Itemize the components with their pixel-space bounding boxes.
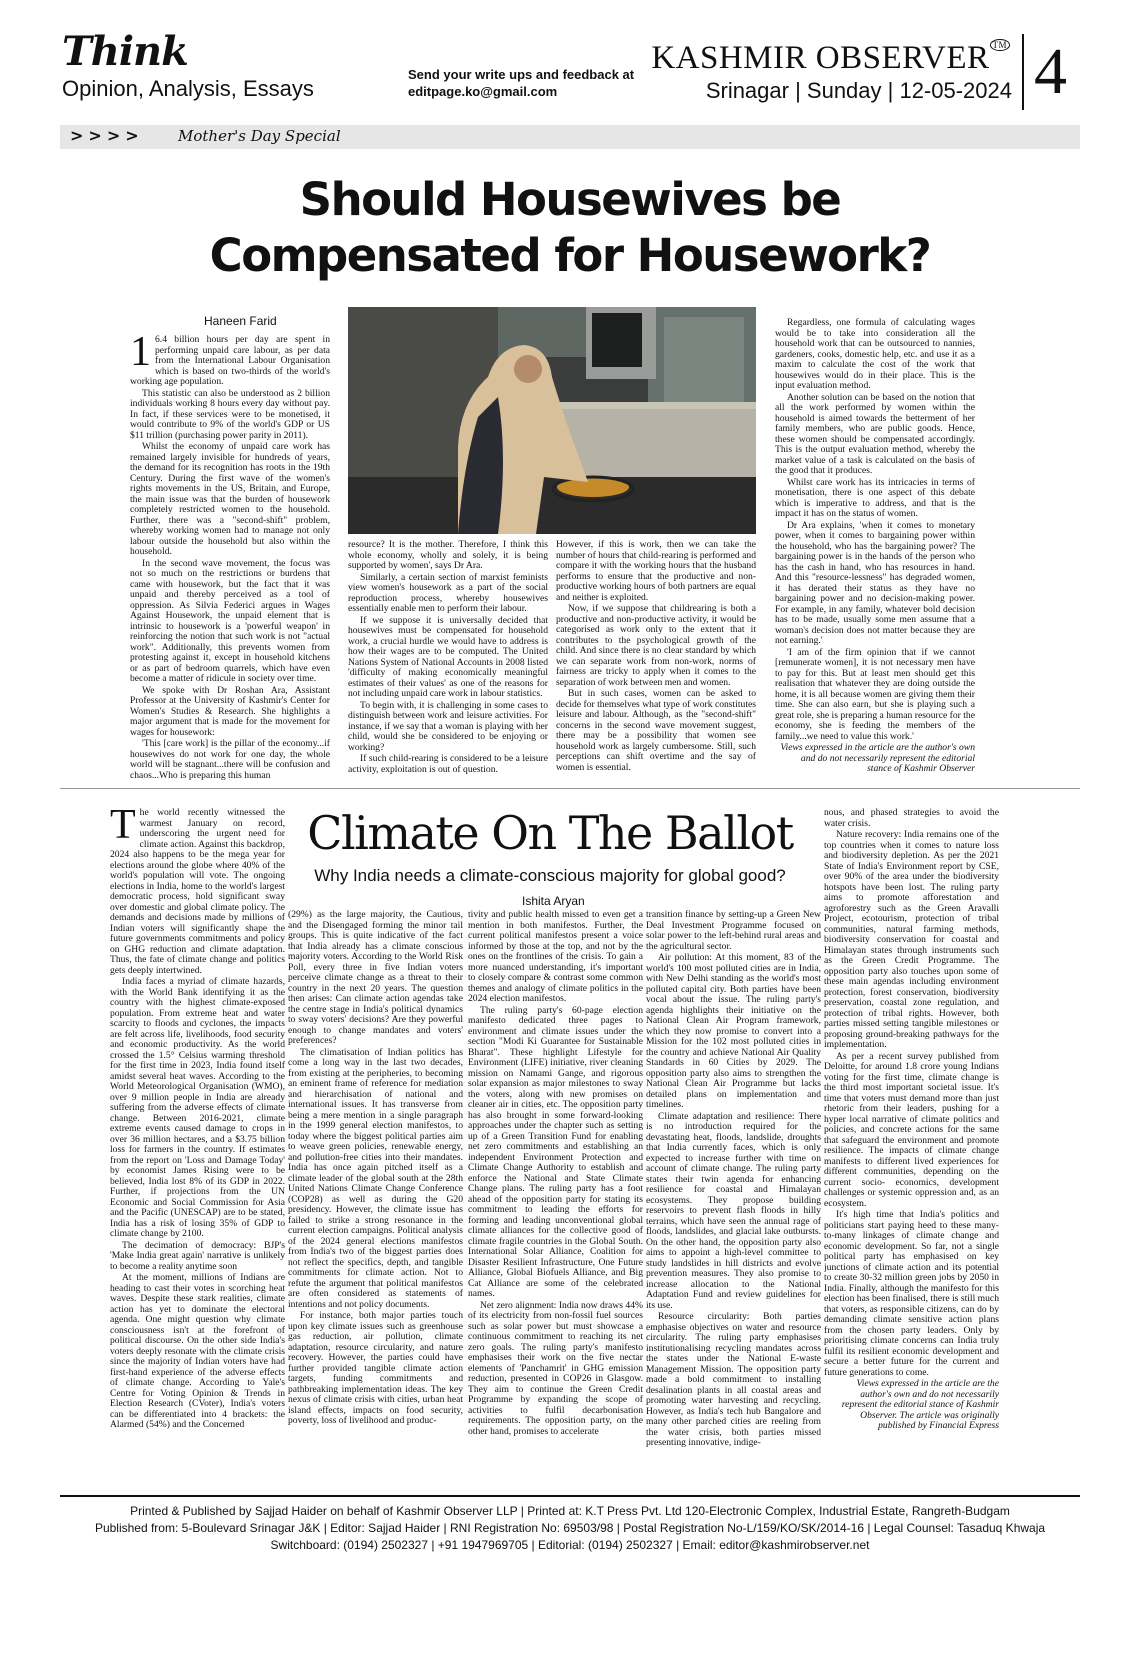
paragraph: This statistic can also be understood as 2 billion individuals working 8 hours every day without pay. In fact, if these services were to be monetised, it would contribute to 9% of the world's GDP or US $11 trillion (purchasing power parity in 2011). [130,387,330,441]
paragraph: nous, and phased strategies to avoid the water crisis. [824,808,999,829]
paragraph: 'This [care work] is the pillar of the economy...if housewives do not work for one day, the whole world will be stagnant...there will be confusion and chaos...Who is preparing this human [130,738,330,780]
paragraph: Dr Ara explains, 'when it comes to monetary power, when it comes to bargaining power within the household, who has the bargaining power? The bargaining power is in the hands of the person who has the cash in hand, who has resources in hand. And this "resource-lessness" has degraded women, it has derated their status as they have no bargaining power and no decision-making power. For example, in any family, whatever bold decision has to be made, usually some men assume that a woman's decision does not matter because they are not earning.' [775,519,975,646]
paragraph: For instance, both major parties touch upon key climate issues such as greenhouse gas reduction, air pollution, climate adaptation, resource circularity, and nature recovery. However, the parties could have further provided tangible climate action targets, funding commitments and pathbreaking implementation ideas. The key nexus of climate crisis with cities, urban heat island effects, impacts on food security, poverty, loss of livelihood and produc- [288,1310,463,1426]
disclaimer-note: Views expressed in the article are the author's own and do not necessarily represent the editorial stance of Kashmir Observer. The article was originally published by Financial Express [841,1378,999,1431]
paragraph: transition finance by setting-up a Green New Deal Investment Programme focused on solar power to the left-behind rural areas and the agricultural sector. [646,910,821,952]
paragraph: To begin with, it is challenging in some cases to distinguish between work and leisure activities. For instance, if we say that a woman is playing with her child, would she be considered to be enjoying or working? [348,699,548,753]
paragraph: resource? It is the mother. Therefore, I think this whole economy, wholly and solely, it is being supported by women', says Dr Ara. [348,540,548,571]
paragraph: We spoke with Dr Roshan Ara, Assistant Professor at the University of Kashmir's Center for Women's Studies & Research. She highlights a major argument that is made for the movement for wages for housework: [130,684,330,738]
paragraph: 6.4 billion hours per day are spent in performing unpaid care labour, as per data from the International Labour Organisation which is based on two-thirds of the world's working age population. [130,335,330,387]
section-divider [60,788,1080,789]
drop-cap: 1 [130,335,151,375]
climate-article-byline: Ishita Aryan [522,894,585,908]
paragraph: Whilst care work has its intricacies in terms of monetisation, there is one aspect of this debate which is imperative to address, and that is the impact it has on the status of women. [775,476,975,519]
imprint-line-2: Published from: 5-Boulevard Srinagar J&K | Editor: Sajjad Haider | RNI Registration No: 69503/98 | Postal Registration No-L/159/KO/SK/2014-16 | Legal Counsel: Tasaduq Khwaja [94,1521,1046,1535]
submission-info [408,66,634,100]
paragraph: Net zero alignment: India now draws 44% of its electricity from non-fossil fuel sources such as solar power but must showcase a continuous commitment to reaching its net zero goals. The ruling party's manifesto emphasises their work on the five nectar elements of 'Panchamrit' in GHG emission reduction, presented in COP26 in Glasgow. They aim to continue the Green Credit Programme by expanding the scope of activities to fulfil decarbonisation requirements. The opposition party, on the other hand, promises to accelerate [468,1299,643,1437]
kitchen-photo-illustration [348,307,756,534]
paragraph: Now, if we suppose that childrearing is both a productive and non-productive activity, it would be categorised as work only to the extent that it contributes to the psychological growth of the child. And since there is no clear standard by which we can separate work from non-work, norms of fairness are tricky to apply when it comes to the separation of work between men and women. [556,603,756,688]
imprint-footer [60,1503,1080,1554]
paragraph: he world recently witnessed the warmest January on record, underscoring the urgent need for climate action. Against this backdrop, 2024 also happens to be the mega year for elections around the globe where 40% of the world's population will vote. The ongoing elections in India, home to the world's largest democratic process, hold significant sway over domestic and global climate policy. The demands and decisions made by millions of Indian voters will significantly shape the future governments commitments and policy on GHG reduction and climate adaptation. Thus, the fate of climate change and politics gets deeply intertwined. [110,808,285,976]
disclaimer-note: Views expressed in the article are the author's own and do not necessarily represent the editorial stance of Kashmir Observer [780,742,975,774]
article1-column-2 [348,540,548,780]
paragraph: However, if this is work, then we can take the number of hours that child-rearing is performed and compare it with the working hours that the husband performs to ensure that the productive and non-productive working hours of both partners are equal and neither is exploited. [556,540,756,603]
paragraph: Climate adaptation and resilience: There is no introduction required for the devastating heat, floods, landslide, droughts that India currently faces, which is only expected to increase further with time on account of climate change. The ruling party states their twin agenda for enhancing resilience for coastal and Himalayan ecosystems. They propose building reservoirs to prevent flash floods in hilly terrains, which have seen the annual rage of floods, landslides, and glacial lake outbursts. On the other hand, the opposition party also aims to appoint a high-level committee to study landslides in hill districts and evolve prevention measures. They also promise to increase allocation to the National Adaptation Fund and review guidelines for its use. [646,1110,821,1311]
section-title: Think [62,28,188,75]
article2-column-4 [646,910,821,1488]
paragraph: Resource circularity: Both parties emphasise objectives on water and resource circularity. The ruling party emphasises institutionalising recycling mandates across the states under the National E-waste Management Mission. The opposition party made a bold commitment to installing desalination plants in all coastal areas and promoting water harvesting and recycling. However, as India's tech hub Bangalore and many other parched cities are reeling from the water crisis, both parties missed presenting innovative, indige- [646,1311,821,1448]
paragraph: India faces a myriad of climate hazards, with the World Bank identifying it as the country with the highest climate-exposed population. From extreme heat and water scarcity to floods and cyclones, the impacts are felt across life, livelihoods, food security and economic productivity. As the world crossed the 1.5° Celsius warming threshold for the first time in 2023, India found itself amidst several heat waves. According to the World Meteorological Organisation (WMO), over 9 million people in India are already suffering from the adverse effects of climate change. Between 2016-2021, climate extreme events caused damage to crops in over 36 million hectares, and a $3.75 billion loss for farmers in the country. If estimates from the report on 'Loss and Damage Today' by economist James Rising were to be believed, India lost 8% of its GDP in 2022. Further, if projections from the UN Economic and Social Commission for Asia and the Pacific (UNESCAP) are to be stated, India has a risk of losing 35% of GDP to climate change by 2100. [110,976,285,1239]
paragraph: But in such cases, women can be asked to decide for themselves what type of work constitutes leisure and labour. Although, as the "second-shift" concerns in the second wave movement suggest, there may be a possibility that women see household work as largely cumbersome. Still, such perceptions can shift overtime and the say of women is essential. [556,688,756,773]
arrow-icons: >>>> [70,126,144,145]
article2-column-1 [110,808,285,1488]
climate-article-title: Climate On The Ballot [307,806,793,860]
imprint-line-3: Switchboard: (0194) 2502327 | +91 1947969705 | Editorial: (0194) 2502327 | Email: editor@kashmirobserver.net [270,1538,870,1552]
kicker-bar [60,125,1080,149]
paragraph: 'I am of the firm opinion that if we cannot [remunerate women], it is not necessary men have to pay for this. But at least men should get this realisation that whatever they are doing outside the home, it is all because women are giving them their time. She can also earn, but she is playing such a great role, she is preparing a human resource for the economy, she is feeding the members of the family...we need to value this work.' [775,646,975,742]
paragraph: If such child-rearing is considered to be a leisure activity, exploitation is out of question. [348,753,548,775]
page-header [60,28,1080,120]
paragraph: As per a recent survey published from Deloitte, for around 1.8 crore young Indians voting for the first time, climate change is the third most important societal issue. It's time that voters must demand more than just rhetoric from their leaders, pushing for a hyper local narrative of climate politics and policies, and concrete actions for the same that safeguard the environment and promote resilience. The impacts of climate change manifests to different lived experiences for different communities, depending on the current socio- economics, development challenges or systemic oppression and, as an ecosystem. [824,1050,999,1209]
headline-line-1: Should Housewives be [299,173,841,226]
headline-line-2: Compensated for Housework? [209,229,931,282]
paragraph: At the moment, millions of Indians are heading to cast their votes in scorching heat waves. Despite these stark realities, climate action has yet to dominate the electoral agenda. One might question why climate consciousness isn't at the forefront of political discourse. On the other side India's voters deeply resonate with the climate crisis since the majority of Indian voters have had first-hand experience of the adverse effects of climate change. According to Yale's Centre for Voting Opinion & Trends in Election Research (CVoter), India's voters can be differentiated into 4 brackets: the Alarmed (54%) and the Concerned [110,1272,285,1430]
paragraph: Whilst the economy of unpaid care work has remained largely invisible for hundreds of years, the demand for its recognition has roots in the 19th Century. During the first wave of the women's rights movements in the US, Britain, and Europe, the main issue was that the burden of housework completely restricted women to the household. Further, there was a "second-shift" problem, whereby working women had to manage not only labour outside the household but also within the household. [130,441,330,557]
paragraph: Another solution can be based on the notion that all the work performed by women within the household is aimed towards the betterment of her family members, who are public goods. Hence, these women should be compensated accordingly. This is the output evaluation method, whereby the market value of a task is calculated on the basis of the good that it produces. [775,391,975,476]
paragraph: If we suppose it is universally decided that housewives must be compensated for household work, a crucial hurdle we would have to address is how their wages are to be computed. The United Nations System of National Accounts in 2008 listed 'difficulty of making economically meaningful estimates of their values' as one of the reasons for not including unpaid care work in labour statistics. [348,614,548,699]
paragraph: In the second wave movement, the focus was not so much on the restrictions or burdens that came with housework, but the fact that it was unpaid and thereby perceived as a tool of oppression. As Silvia Federici argues in Wages Against Housework, the unpaid element that is intrinsic to housework is a 'powerful weapon' in reinforcing the notion that such work is not "actual work". Additionally, this prevents women from protesting against it, except in household kitchens or as part of bedroom quarrels, which have even become a matter of ridicule in society over time. [130,557,330,684]
section-subtitle: Opinion, Analysis, Essays [62,76,314,101]
page-number: 4 [1022,34,1080,110]
paragraph: The climatisation of Indian politics has come a long way in the last two decades, from existing at the peripheries, to becoming an eminent frame of reference for mediation and hierarchisation of national and international issues. It has transverse from being a mere mention in a single paragraph in the 1999 general election manifestos, to today where the biggest political parties aim to weave green policies, renewable energy, and pollution-free cities into their mandates. India has once again pitched itself as a climate leader of the global south at the 28th United Nations Climate Change Conference (COP28) as well as during the G20 presidency. However, the climate issue has failed to strike a strong resonance in the current election campaigns. Political analysis of the 2024 general elections manifestos from India's two of the biggest parties does not reflect the specifics, depth, and tangible commitments for climate action. Not to refute the argument that political manifestos are often considered as statements of intentions and not policy documents. [288,1046,463,1310]
imprint-line-1: Printed & Published by Sajjad Haider on behalf of Kashmir Observer LLP | Printed at: K.T Press Pvt. Ltd 120-Electronic Complex, Industrial Estate, Rangreth-Budgam [130,1504,1010,1518]
article2-column-3 [468,910,643,1488]
paragraph: It's high time that India's politics and politicians start paying heed to these many-to-many linkages of climate change and economic development. So far, not a single political party has emphasised on key junctions of climate action and its potential to create 30-32 million green jobs by 2050 in India. Finally, although the manifesto for this election has been finalised, there is still much that voters, as responsible citizens, can do by demanding climate sensitive action plans from the chosen party leaders. Only by prioritising climate concerns can India truly fulfil its resilient economic development and secure a better future for the current and future generations to come. [824,1209,999,1378]
drop-cap: T [110,808,136,848]
paragraph: Air pollution: At this moment, 83 of the world's 100 most polluted cities are in India, with New Delhi standing as the world's most polluted capital city. Both parties have been vocal about the issue. The ruling party's agenda highlights their initiative on the National Clean Air Program framework, which they now promise to convert into a Mission for the 102 most polluted cities in the country and achieve National Air Quality Standards in 60 Cities by 2029. The opposition party also aims to strengthen the National Clean Air Programme but lacks detailed plans on implementation and timelines. [646,952,821,1110]
submission-email[interactable]: editpage.ko@gmail.com [408,84,558,99]
paragraph: Similarly, a certain section of marxist feminists view women's housework as a part of the social reproduction process, whereby housewives essentially enable men to perform their labour. [348,571,548,614]
article-headline [60,172,1080,284]
paragraph: The ruling party's 60-page election manifesto dedicated three pages to environment and climate issues under the section "Modi Ki Guarantee for Sustainable Bharat". These highlight Lifestyle for Environment (LIFE) initiative, river cleaning mission on Namami Gange, and rigorous solar expansion as major milestones to sway the voters, along with new promises on cleaner air in cities, etc. The opposition party has also brought in some forward-looking approaches under the chapter such as setting up of a Green Transition Fund for enabling net zero commitments and establishing an independent Environment Protection and Climate Change Authority to establish and enforce the National and State Climate Change plans. The ruling party has a foot ahead of the opposition party for stating its commitment to leading the efforts for forming and leading unconventional global climate alliances for the collective good of climate fragile countries in the Global South. International Solar Alliance, Coalition for Disaster Resilient Infrastructure, One Future Alliance, Global Biofuels Alliance, and Big Cat Alliance are some of the celebrated names. [468,1004,643,1299]
kicker-label: Mother's Day Special [178,127,341,145]
article1-column-3 [556,540,756,780]
paragraph: (29%) as the large majority, the Cautious, and the Disengaged forming the minor tail groups. This is quite indicative of the fact that India already has a climate conscious majority voters. According to the World Risk Poll, every three in five Indian voters perceive climate change as a threat to their country in the next 20 years. The question then arises: Can climate action agendas take the centre stage in India's political dynamics to sway voters' decisions? Are they powerful enough to change mandates and voters' preferences? [288,910,463,1046]
article2-column-2 [288,910,463,1488]
article1-column-1 [130,335,330,780]
article1-column-4 [775,318,975,780]
climate-article-subtitle: Why India needs a climate-conscious majority for global good? [314,866,786,885]
submission-text: Send your write ups and feedback at [408,67,635,82]
trademark-mark: TM [990,39,1011,51]
paragraph: tivity and public health missed to even get a mention in both manifestos. Further, the current political manifestos present a voice informed by those at the top, and not by the ones on the frontlines of the crisis. To gain a more nuanced understanding, it's important to closely compare & contrast some common themes and analogy of climate politics in the 2024 election manifestos. [468,910,643,1004]
article2-column-5 [824,808,999,1488]
masthead [651,40,1010,77]
dateline: Srinagar | Sunday | 12-05-2024 [705,78,1012,103]
footer-rule [60,1495,1080,1497]
masthead-name: KASHMIR OBSERVER [651,40,990,76]
article-byline: Haneen Farid [204,314,277,328]
paragraph: The decimation of democracy: BJP's 'Make India great again' narrative is unlikely to become a reality anytime soon [110,1239,285,1272]
paragraph: Regardless, one formula of calculating wages would be to take into consideration all the household work that can be outsourced to nannies, gardeners, cooks, domestic help, etc. and use it as a maxim to calculate the cost of the work that housewives would do in their place. This is the input evaluation method. [775,318,975,391]
article-photo [348,307,756,534]
paragraph: Nature recovery: India remains one of the top countries when it comes to nature loss and biodiversity depletion. As per the 2021 State of India's Environment report by CSE, over 90% of the area under the biodiversity hotspots have been lost. The ruling party aims to promote afforestation and agroforestry such as the Green Aravalli Project, ecotourism, protection of tribal communities, natural farming methods, biodiversity conservation for coastal and Himalayan states through instruments such as the Green Credit Programme. The opposition party also touches upon some of these main agendas including environment protection, forest conservation, biodiversity preservation, coastal zone regulation, and protection of tribal rights. However, both parties missed setting tangible milestones or proposing ground-breaking pathways for the implementation. [824,829,999,1050]
